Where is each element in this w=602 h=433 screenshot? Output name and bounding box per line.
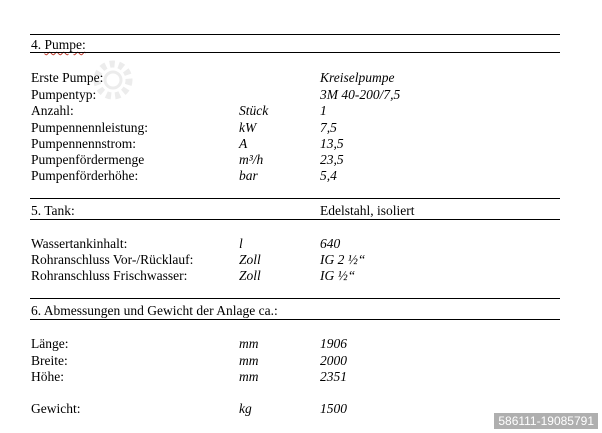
spec-value: IG ½“ <box>320 268 356 283</box>
spec-value: 2000 <box>320 353 347 368</box>
spec-label: Erste Pumpe: <box>31 70 104 85</box>
spec-row <box>0 368 602 385</box>
spec-label: Pumpenfördermenge <box>31 152 145 167</box>
spec-unit: Zoll <box>239 268 261 283</box>
section-5-title: 5. Tank: <box>31 203 75 218</box>
spec-row <box>0 135 602 152</box>
spec-label: Rohranschluss Vor-/Rücklauf: <box>31 252 194 267</box>
spec-unit: kW <box>239 120 257 135</box>
spec-row <box>0 267 602 284</box>
spec-unit: Zoll <box>239 252 261 267</box>
spec-unit: Stück <box>239 103 269 118</box>
spec-row <box>0 119 602 136</box>
spec-unit: kg <box>239 401 252 416</box>
spec-label: Höhe: <box>31 369 64 384</box>
spec-label: Pumpennennstrom: <box>31 136 136 151</box>
spec-value: 13,5 <box>320 136 344 151</box>
spec-value: 23,5 <box>320 152 344 167</box>
spec-row <box>0 151 602 168</box>
section-5-bottom-rule <box>30 219 560 220</box>
spec-label: Pumpenförderhöhe: <box>31 168 139 183</box>
section-4-bottom-rule <box>30 52 560 53</box>
section-5-top-rule <box>30 198 560 199</box>
spec-label: Gewicht: <box>31 401 81 416</box>
spec-label: Pumpentyp: <box>31 87 97 102</box>
spec-value: 5,4 <box>320 168 337 183</box>
spec-row <box>0 69 602 86</box>
section-6-bottom-rule <box>30 319 560 320</box>
section-4-top-rule <box>30 34 560 35</box>
spec-value: 2351 <box>320 369 347 384</box>
section-4-title-word: Pumpe: <box>44 37 86 52</box>
spec-row <box>0 167 602 184</box>
spec-value: IG 2 ½“ <box>320 252 366 267</box>
spec-value: 1906 <box>320 336 347 351</box>
spec-value: 3M 40-200/7,5 <box>320 87 401 102</box>
section-6-title: 6. Abmessungen und Gewicht der Anlage ca.: <box>31 303 278 318</box>
spec-label: Anzahl: <box>31 103 74 118</box>
spec-row <box>0 335 602 352</box>
spec-value: 640 <box>320 236 341 251</box>
spec-row <box>0 251 602 268</box>
spec-label: Pumpennennleistung: <box>31 120 148 135</box>
spec-unit: mm <box>239 353 259 368</box>
spec-row <box>0 102 602 119</box>
listing-id-watermark: 586111-19085791 <box>494 413 598 429</box>
spec-unit: mm <box>239 336 259 351</box>
spec-unit: bar <box>239 168 258 183</box>
spec-label: Wassertankinhalt: <box>31 236 128 251</box>
spec-unit: A <box>239 136 248 151</box>
section-4-title: 4. Pumpe: <box>31 37 86 52</box>
spec-value: 7,5 <box>320 120 337 135</box>
spec-label: Länge: <box>31 336 69 351</box>
spec-value: 1 <box>320 103 327 118</box>
spec-value: 1500 <box>320 401 347 416</box>
spec-label: Rohranschluss Frischwasser: <box>31 268 188 283</box>
spec-label: Breite: <box>31 353 68 368</box>
spec-unit: m³/h <box>239 152 264 167</box>
spec-unit: mm <box>239 369 259 384</box>
section-5-title-value: Edelstahl, isoliert <box>320 203 415 218</box>
spec-row <box>0 235 602 252</box>
spec-value: Kreiselpumpe <box>320 70 395 85</box>
spec-row <box>0 352 602 369</box>
section-6-top-rule <box>30 298 560 299</box>
spec-row <box>0 86 602 103</box>
section-5-header <box>0 202 602 219</box>
spec-unit: l <box>239 236 243 251</box>
